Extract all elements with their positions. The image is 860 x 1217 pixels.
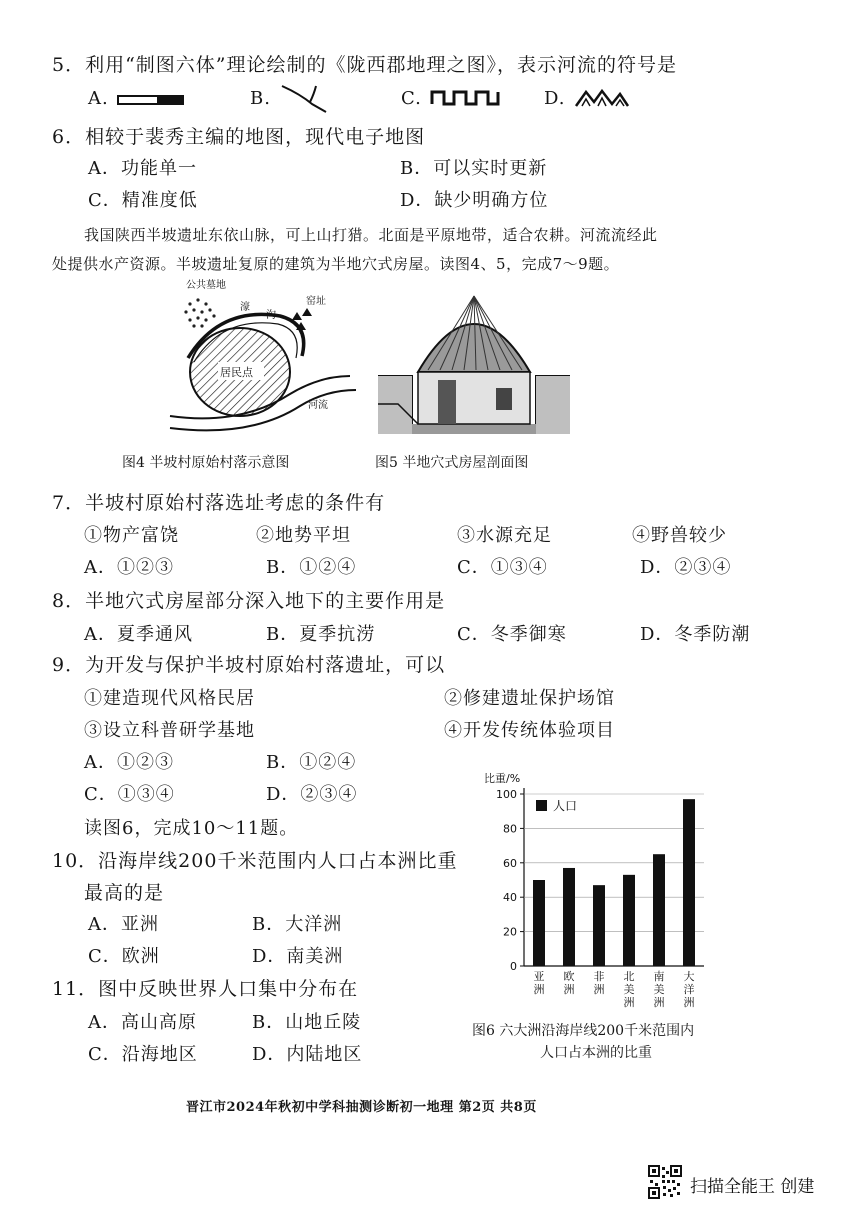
scanner-brand-label: 扫描全能王 创建 [690, 1177, 815, 1197]
q7-stem: 7．半坡村原始村落选址考虑的条件有 [52, 492, 386, 514]
passage-line-1: 我国陕西半坡遗址东依山脉，可上山打猎。北面是平原地带，适合农耕。河流流经此 [84, 226, 658, 244]
q10-option-c: C．欧洲 [88, 946, 160, 967]
q7-option-d: D．②③④ [640, 557, 732, 578]
q11-option-c: C．沿海地区 [88, 1044, 198, 1065]
bar-南美洲 [653, 854, 665, 966]
x-tick-label-北美洲: 洲 [623, 996, 635, 1009]
q6-option-b: B．可以实时更新 [400, 158, 548, 179]
label-cemetery: 公共墓地 [186, 280, 226, 291]
q11-option-d: D．内陆地区 [252, 1044, 363, 1065]
figure-6-bar-chart [480, 772, 712, 1009]
y-tick-label: 60 [503, 856, 517, 870]
figure-6-caption-line-1: 图6 六大洲沿海岸线200千米范围内 [472, 1023, 695, 1039]
q9-option-d: D．②③④ [266, 784, 358, 805]
passage-line-2: 处提供水产资源。半坡遗址复原的建筑为半地穴式房屋。读图4、5，完成7～9题。 [52, 255, 620, 273]
q9-option-b: B．①②④ [266, 752, 357, 773]
q10-option-b: B．大洋洲 [252, 914, 343, 935]
figure-4-village-map [160, 276, 360, 436]
q10-option-d: D．南美洲 [252, 946, 344, 967]
mountain-symbol-icon [574, 88, 630, 108]
q6-stem: 6．相较于裴秀主编的地图，现代电子地图 [52, 126, 426, 148]
q7-option-b: B．①②④ [266, 557, 357, 578]
legend-label: 人口 [553, 799, 578, 813]
figure-5-caption: 图5 半地穴式房屋剖面图 [375, 455, 529, 471]
q8-option-c: C．冬季御寒 [457, 624, 567, 645]
q5-option-c: C. [401, 88, 422, 109]
q6-option-d: D．缺少明确方位 [400, 190, 549, 211]
q8-option-b: B．夏季抗涝 [266, 624, 376, 645]
qr-code-icon [648, 1165, 682, 1199]
x-tick-label-南美洲: 洲 [653, 996, 665, 1009]
q9-option-c: C．①③④ [84, 784, 175, 805]
q7-item-4: ④野兽较少 [632, 525, 727, 546]
figure-5-house-section [378, 284, 570, 434]
y-axis-label: 比重/% [484, 772, 521, 785]
label-settlement: 居民点 [220, 366, 253, 379]
q5-stem: 5．利用“制图六体”理论绘制的《陇西郡地理之图》，表示河流的符号是 [52, 54, 678, 76]
bar-北美洲 [623, 875, 635, 966]
x-tick-label-大洋洲: 大 [683, 970, 695, 983]
q9-stem: 9．为开发与保护半坡村原始村落遗址，可以 [52, 654, 446, 676]
q8-option-d: D．冬季防潮 [640, 624, 751, 645]
kiln-triangles [292, 308, 312, 330]
x-tick-label-亚洲: 洲 [533, 983, 545, 996]
q10-option-a: A．亚洲 [88, 914, 159, 935]
q10-stem-line-2: 最高的是 [84, 882, 165, 904]
q10-stem-line-1: 10．沿海岸线200千米范围内人口占本洲比重 [52, 850, 458, 872]
q7-option-c: C．①③④ [457, 557, 548, 578]
q9-item-2: ②修建遗址保护场馆 [444, 688, 615, 709]
wall-symbol-icon [430, 89, 502, 107]
q7-option-a: A．①②③ [84, 557, 174, 578]
q11-option-a: A．高山高原 [88, 1012, 197, 1033]
label-moat: 濠 [240, 302, 250, 313]
intro-fig6: 读图6，完成10～11题。 [84, 818, 299, 839]
chart-bars [533, 799, 695, 966]
x-tick-label-非洲: 洲 [593, 983, 605, 996]
x-tick-label-大洋洲: 洲 [683, 996, 695, 1009]
y-tick-label: 100 [496, 788, 517, 801]
y-tick-label: 0 [510, 960, 517, 973]
q7-item-1: ①物产富饶 [84, 525, 179, 546]
q9-option-a: A．①②③ [84, 752, 174, 773]
q7-item-2: ②地势平坦 [256, 525, 351, 546]
double-line-symbol-icon [117, 92, 185, 108]
chart-axes [520, 788, 704, 966]
bar-亚洲 [533, 880, 545, 966]
q7-item-3: ③水源充足 [457, 525, 552, 546]
cemetery-dots [184, 298, 215, 327]
x-tick-label-欧洲: 欧 [563, 970, 575, 983]
q8-option-a: A．夏季通风 [84, 624, 193, 645]
figure-4-caption: 图4 半坡村原始村落示意图 [122, 455, 290, 471]
q6-option-c: C．精准度低 [88, 190, 198, 211]
x-tick-label-大洋洲: 洋 [683, 983, 695, 996]
x-tick-label-北美洲: 北 [623, 970, 635, 983]
q5-option-a: A. [88, 88, 109, 109]
x-tick-label-欧洲: 洲 [563, 983, 575, 996]
q9-item-4: ④开发传统体验项目 [444, 720, 615, 741]
x-tick-label-南美洲: 南 [653, 970, 665, 983]
bar-大洋洲 [683, 799, 695, 966]
label-river: 河流 [308, 400, 328, 411]
q8-stem: 8．半地穴式房屋部分深入地下的主要作用是 [52, 590, 446, 612]
x-tick-label-南美洲: 美 [653, 983, 665, 996]
x-tick-label-北美洲: 美 [623, 983, 635, 996]
q6-option-a: A．功能单一 [88, 158, 197, 179]
q5-option-d: D. [544, 88, 566, 109]
y-tick-label: 80 [503, 822, 517, 836]
bar-非洲 [593, 885, 605, 966]
q11-stem: 11．图中反映世界人口集中分布在 [52, 978, 359, 1000]
y-tick-label: 40 [503, 891, 517, 905]
q9-item-1: ①建造现代风格民居 [84, 688, 255, 709]
bar-欧洲 [563, 868, 575, 966]
x-tick-label-非洲: 非 [593, 970, 605, 983]
q9-item-3: ③设立科普研学基地 [84, 720, 255, 741]
x-tick-label-亚洲: 亚 [533, 970, 545, 983]
page-footer: 晋江市2024年秋初中学科抽测诊断初一地理 第2页 共8页 [186, 1100, 537, 1115]
river-symbol-icon [280, 82, 340, 114]
y-tick-label: 20 [503, 925, 517, 939]
legend-swatch [536, 800, 547, 811]
q11-option-b: B．山地丘陵 [252, 1012, 362, 1033]
q5-option-b: B. [250, 88, 271, 109]
figure-6-caption-line-2: 人口占本洲的比重 [540, 1045, 652, 1061]
label-kiln: 窑址 [306, 296, 326, 307]
label-ditch: 沟 [266, 310, 276, 321]
